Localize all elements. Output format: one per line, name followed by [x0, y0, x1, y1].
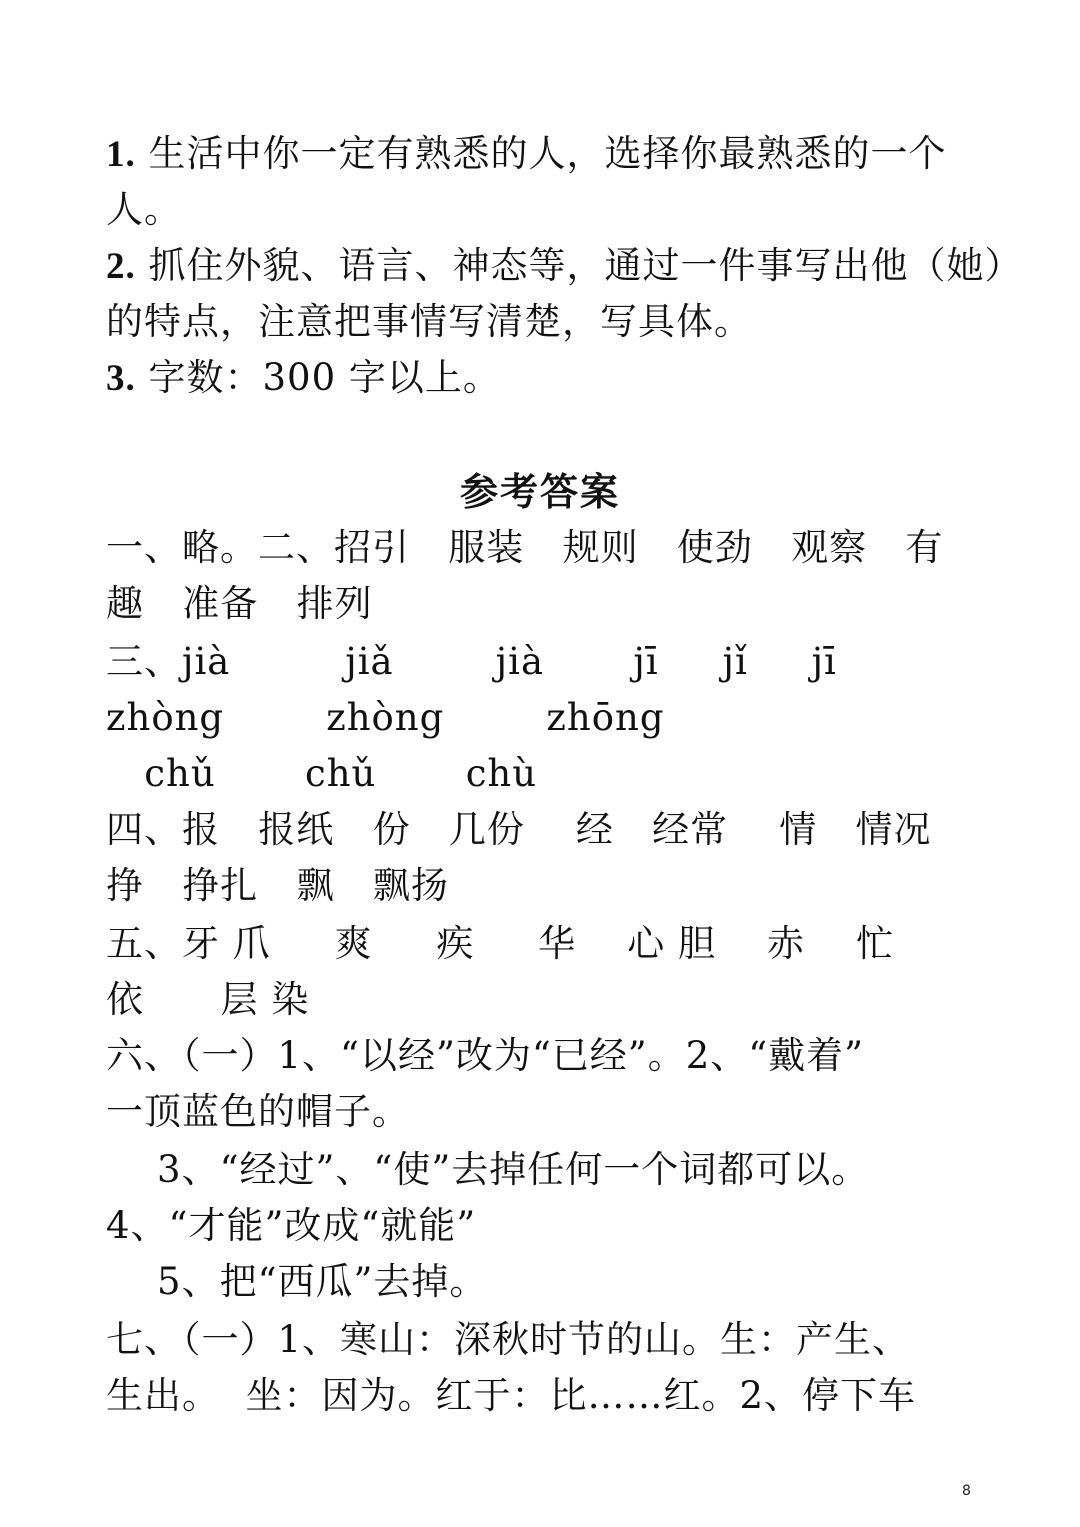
answer-line: zhòng zhòng zhōng [106, 696, 665, 739]
requirement-1-text: 生活中你一定有熟悉的人，选择你最熟悉的一个 [135, 132, 947, 175]
requirement-3-number: 3. [106, 358, 136, 399]
answer-line: 五、牙 爪 爽 疾 华 心 胆 赤 忙 [106, 922, 895, 965]
answer-line: 四、报 报纸 份 几份 经 经常 情 情况 [106, 808, 932, 851]
answer-line: 三、jià jiǎ jià jī jǐ jī [106, 640, 837, 683]
answer-line: 生出。 坐：因为。红于：比……红。2、停下车 [106, 1374, 917, 1417]
requirement-1-line-1 [106, 132, 947, 177]
requirement-3-line-1 [106, 356, 501, 401]
answer-line: 六、（一）1、“以经”改为“已经”。2、“戴着” [106, 1034, 865, 1077]
answer-line: 七、（一）1、寒山：深秋时节的山。生：产生、 [106, 1318, 911, 1361]
page-number: 8 [962, 1483, 971, 1499]
answers-title: 参考答案 [459, 469, 620, 514]
answer-line: 趣 准备 排列 [106, 582, 373, 625]
requirement-2-line-2: 的特点，注意把事情写清楚，写具体。 [106, 300, 752, 343]
answer-line: 3、“经过”、“使”去掉任何一个词都可以。 [106, 1148, 870, 1191]
requirement-1-number: 1. [106, 134, 136, 175]
requirement-3-text: 字数：300 字以上。 [135, 356, 501, 399]
answer-line: 一、略。二、招引 服装 规则 使劲 观察 有 [106, 526, 944, 569]
answer-line: chǔ chǔ chù [106, 752, 538, 795]
requirement-2-text: 抓住外貌、语言、神态等，通过一件事写出他（她） [135, 244, 1023, 287]
answer-line: 依 层 染 [106, 978, 310, 1021]
requirement-1-line-2: 人。 [106, 188, 182, 231]
requirement-2-number: 2. [106, 246, 136, 287]
answer-line: 4、“才能”改成“就能” [106, 1204, 477, 1247]
requirement-2-line-1 [106, 244, 1023, 289]
answer-line: 挣 挣扎 飘 飘扬 [106, 864, 449, 907]
answer-line: 一顶蓝色的帽子。 [106, 1090, 410, 1133]
answer-line: 5、把“西瓜”去掉。 [106, 1260, 488, 1303]
